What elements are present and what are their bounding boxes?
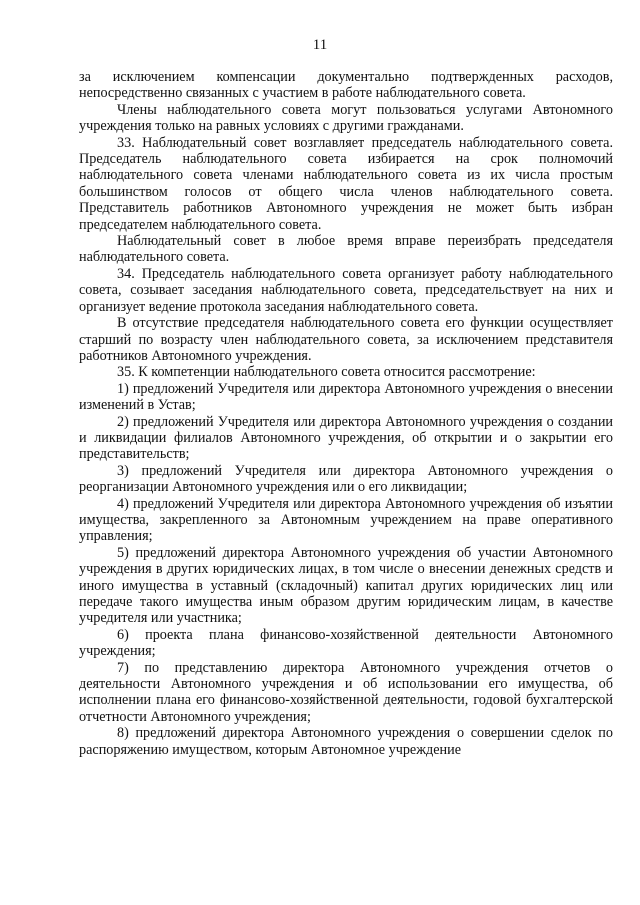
page-number: 11	[312, 37, 328, 53]
paragraph-reelection: Наблюдательный совет в любое время вправе переизбрать председателя наблюдательного совета.	[79, 233, 613, 266]
list-item-2: 2) предложений Учредителя или директора Автономного учреждения о создании и ликвидации филиалов Автономного учреждения, об открытии и о закрытии его представительств;	[79, 413, 613, 463]
document-body	[79, 69, 613, 758]
paragraph-chair-absence: В отсутствие председателя наблюдательного совета его функции осуществляет старший по возрасту член наблюдательного совета, за исключением представителя работников Автономного учреждения.	[79, 315, 613, 364]
paragraph-clause-33: 33. Наблюдательный совет возглавляет председатель наблюдательного совета. Председатель наблюдательного совета избирается на срок полномочий наблюдательного совета членами наблюдательного совета из их числа простым большинством голосов от общего числа членов наблюдательного совета. Представитель работников Автономного учреждения не может быть избран председателем наблюдательного совета.	[79, 134, 613, 233]
list-item-3: 3) предложений Учредителя или директора Автономного учреждения о реорганизации Автономного учреждения или о его ликвидации;	[79, 462, 613, 496]
paragraph-clause-34: 34. Председатель наблюдательного совета организует работу наблюдательного совета, созывает заседания наблюдательного совета, председательствует на них и организует ведение протокола заседания наблюдательного совета.	[79, 265, 613, 315]
paragraph-clause-35: 35. К компетенции наблюдательного совета относится рассмотрение:	[117, 364, 536, 381]
paragraph-continuation: за исключением компенсации документально подтвержденных расходов, непосредственно связанных с участием в работе наблюдательного совета.	[79, 69, 613, 102]
list-item-6: 6) проекта плана финансово-хозяйственной деятельности Автономного учреждения;	[79, 626, 613, 660]
list-item-1: 1) предложений Учредителя или директора Автономного учреждения о внесении изменений в Устав;	[79, 380, 613, 414]
paragraph-members-services: Члены наблюдательного совета могут пользоваться услугами Автономного учреждения только на равных условиях с другими гражданами.	[79, 101, 613, 135]
list-item-5: 5) предложений директора Автономного учреждения об участии Автономного учреждения в других юридических лицах, в том числе о внесении денежных средств и иного имущества в уставный (складочный) капитал других юридических лиц или передаче такого имущества иным образом другим юридическим лицам, в качестве учредителя или участника;	[79, 544, 613, 627]
list-item-8: 8) предложений директора Автономного учреждения о совершении сделок по распоряжению имуществом, которым Автономное учреждение	[79, 725, 613, 758]
list-item-7: 7) по представлению директора Автономного учреждения отчетов о деятельности Автономного учреждения и об использовании его имущества, об исполнении плана его финансово-хозяйственной деятельности, годовой бухгалтерской отчетности Автономного учреждения;	[79, 659, 613, 725]
list-item-4: 4) предложений Учредителя или директора Автономного учреждения об изъятии имущества, закрепленного за Автономным учреждением на праве оперативного управления;	[79, 495, 613, 545]
